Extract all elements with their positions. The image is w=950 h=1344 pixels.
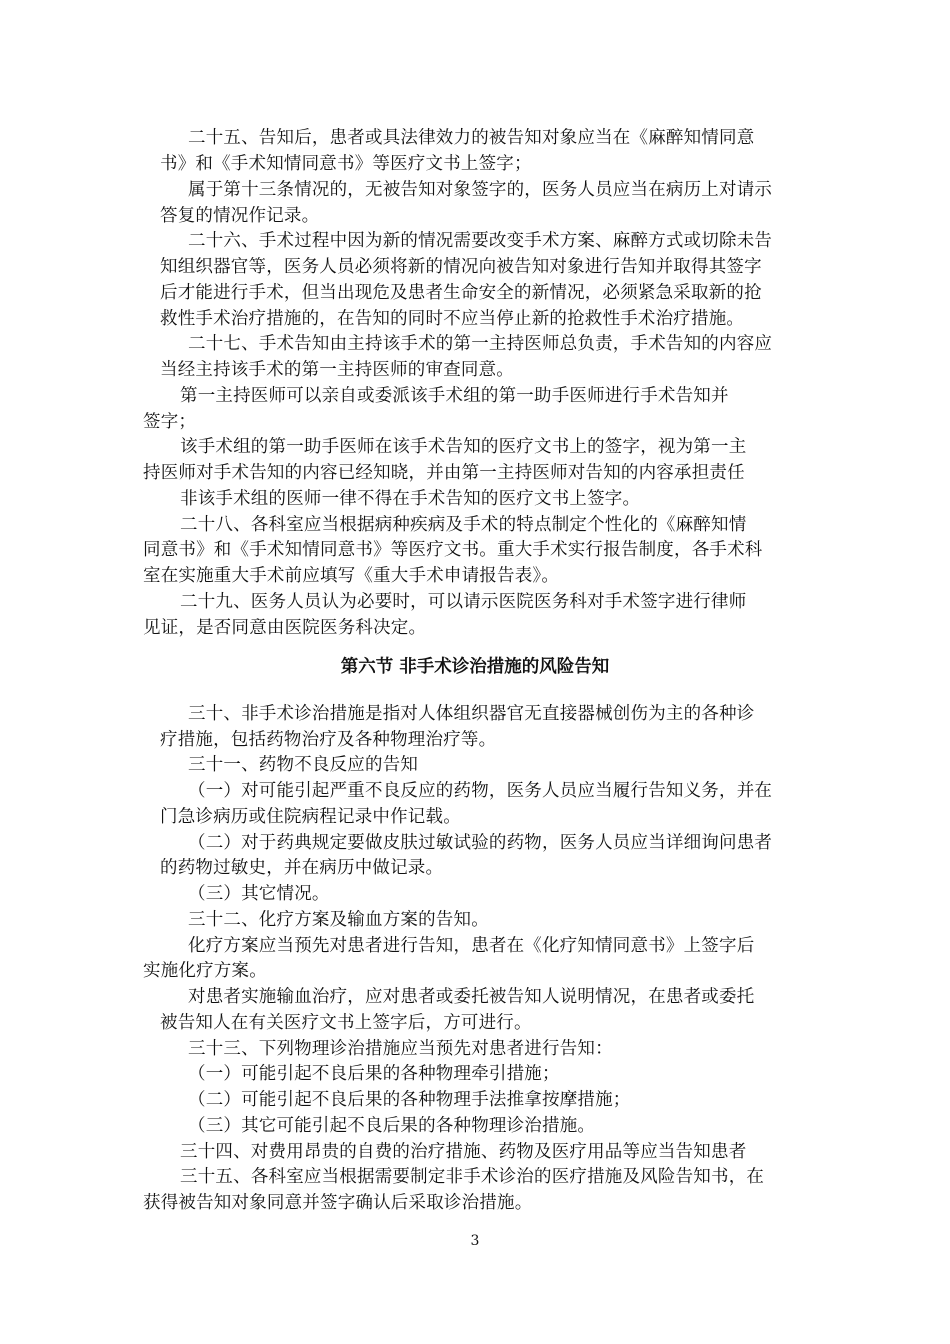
text-line: 三十五、各科室应当根据需要制定非手术诊治的医疗措施及风险告知书，在 [180,1167,765,1187]
text-line: 对患者实施输血治疗，应对患者或委托被告知人说明情况，在患者或委托 [188,987,755,1007]
text-line: 二十七、手术告知由主持该手术的第一主持医师总负责，手术告知的内容应 [188,334,773,354]
text-line: 后才能进行手术，但当出现危及患者生命安全的新情况，必须紧急采取新的抢 [160,283,762,303]
text-line: 的药物过敏史，并在病历中做记录。 [160,858,444,878]
text-line: 签字； [143,412,197,432]
text-line: 获得被告知对象同意并签字确认后采取诊治措施。 [143,1193,533,1213]
section-heading: 第六节 非手术诊治措施的风险告知 [340,657,610,677]
text-line: 当经主持该手术的第一主持医师的审查同意。 [160,360,514,380]
text-line: 门急诊病历或住院病程记录中作记载。 [160,807,461,827]
text-line: 三十二、化疗方案及输血方案的告知。 [188,910,489,930]
text-line: 同意书》和《手术知情同意书》等医疗文书。重大手术实行报告制度，各手术科 [143,540,763,560]
text-line: 知组织器官等，医务人员必须将新的情况向被告知对象进行告知并取得其签字 [160,257,762,277]
text-line: 三十一、药物不良反应的告知 [188,755,419,775]
text-line: 二十五、告知后，患者或具法律效力的被告知对象应当在《麻醉知情同意 [188,128,755,148]
text-line: 实施化疗方案。 [143,961,267,981]
text-line: （二）可能引起不良后果的各种物理手法推拿按摩措施； [188,1090,631,1110]
text-line: 答复的情况作记录。 [160,206,320,226]
text-line: （三）其它情况。 [188,884,330,904]
text-line: 属于第十三条情况的，无被告知对象签字的，医务人员应当在病历上对请示 [188,180,773,200]
text-line: 二十八、各科室应当根据病种疾病及手术的特点制定个性化的《麻醉知情 [180,515,747,535]
text-line: 第一主持医师可以亲自或委派该手术组的第一助手医师进行手术告知并 [180,386,729,406]
text-line: 三十四、对费用昂贵的自费的治疗措施、药物及医疗用品等应当告知患者 [180,1142,747,1162]
text-line: 该手术组的第一助手医师在该手术告知的医疗文书上的签字，视为第一主 [180,437,747,457]
text-line: 三十、非手术诊治措施是指对人体组织器官无直接器械创伤为主的各种诊 [188,704,755,724]
text-line: 非该手术组的医师一律不得在手术告知的医疗文书上签字。 [180,489,641,509]
text-line: （一）可能引起不良后果的各种物理牵引措施； [188,1064,560,1084]
text-line: 二十六、手术过程中因为新的情况需要改变手术方案、麻醉方式或切除未告 [188,231,773,251]
text-line: 持医师对手术告知的内容已经知晓，并由第一主持医师对告知的内容承担责任 [143,463,745,483]
text-line: 书》和《手术知情同意书》等医疗文书上签字； [160,154,532,174]
text-line: 化疗方案应当预先对患者进行告知，患者在《化疗知情同意书》上签字后 [188,936,755,956]
text-line: 疗措施，包括药物治疗及各种物理治疗等。 [160,730,497,750]
text-line: 三十三、下列物理诊治措施应当预先对患者进行告知： [188,1039,613,1059]
page-number: 3 [470,1233,480,1249]
text-line: 救性手术治疗措施的，在告知的同时不应当停止新的抢救性手术治疗措施。 [160,309,745,329]
text-line: 见证，是否同意由医院医务科决定。 [143,618,427,638]
text-line: （二）对于药典规定要做皮肤过敏试验的药物，医务人员应当详细询问患者 [188,833,773,853]
text-line: （一）对可能引起严重不良反应的药物，医务人员应当履行告知义务，并在 [188,781,773,801]
text-line: 二十九、医务人员认为必要时，可以请示医院医务科对手术签字进行律师 [180,592,747,612]
text-line: 被告知人在有关医疗文书上签字后，方可进行。 [160,1013,532,1033]
text-line: （三）其它可能引起不良后果的各种物理诊治措施。 [188,1116,596,1136]
text-line: 室在实施重大手术前应填写《重大手术申请报告表》。 [143,566,560,586]
